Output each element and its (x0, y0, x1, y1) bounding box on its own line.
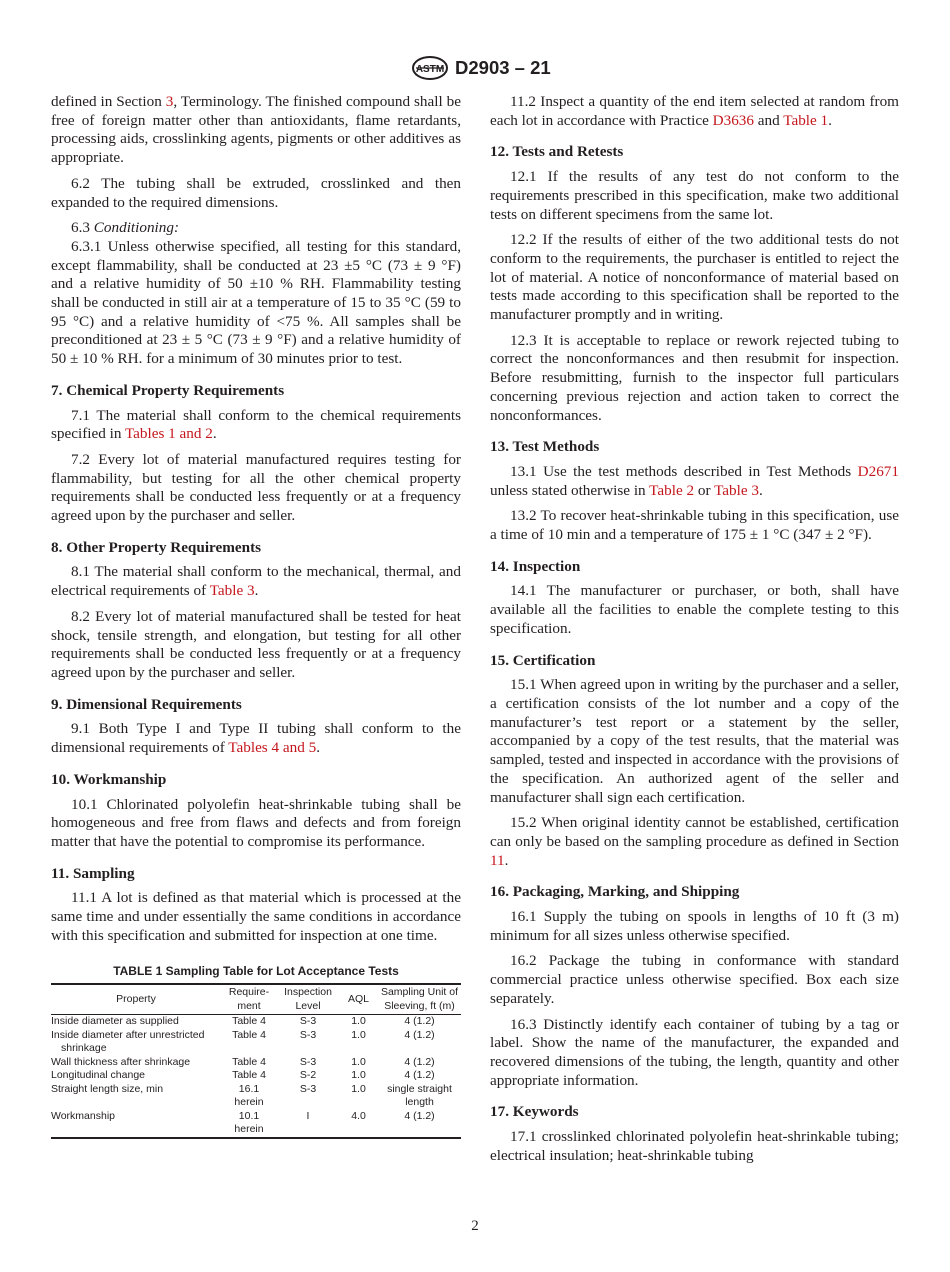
link-tables-4-5[interactable]: Tables 4 and 5 (228, 739, 317, 757)
section-12-heading: 12. Tests and Retests (490, 143, 624, 161)
cell-requirement: Table 4 (232, 1069, 266, 1082)
cell-property: Inside diameter after unrestricted shrinkage (51, 1028, 205, 1055)
link-table-2[interactable]: Table 2 (649, 481, 695, 499)
cell-inspection-level: S-3 (299, 1015, 317, 1028)
cell-requirement: Table 4 (232, 1028, 266, 1041)
link-table-1[interactable]: Table 1 (783, 111, 829, 129)
para-11-1: 11.1 A lot is defined as that material which is processed at the same time and under essentially the same conditions in accordance with this specification and submitted for inspection at one time. (51, 889, 461, 944)
para-6-3: 6.3 Conditioning: (71, 219, 180, 237)
para-7-2: 7.2 Every lot of material manufactured requires testing for flammability, but testing for all the other chemical property requirements shall be conducted less frequently or at a frequency agreed upon by the purchaser and seller. (51, 450, 461, 525)
link-d2671[interactable]: D2671 (857, 462, 899, 480)
cell-property: Wall thickness after shrinkage (51, 1055, 191, 1068)
para-11-2: 11.2 Inspect a quantity of the end item selected at random from each lot in accordance with Practice D3636 and Table 1. (490, 93, 899, 129)
para-9-1: 9.1 Both Type I and Type II tubing shall conform to the dimensional requirements of Tables 4 and 5. (51, 720, 461, 757)
document-id: D2903 – 21 (455, 57, 551, 78)
cell-sampling-unit: 4 (1.2) (404, 1109, 435, 1122)
cell-sampling-unit: 4 (1.2) (404, 1015, 435, 1028)
link-section-3[interactable]: 3 (165, 93, 174, 110)
logo-text: ASTM (415, 64, 445, 75)
cell-aql: 1.0 (351, 1082, 366, 1095)
section-15-heading: 15. Certification (490, 651, 596, 669)
col-header-sampling-unit: Sampling Unit of Sleeving, ft (m) (380, 986, 459, 1012)
sampling-table (51, 983, 461, 1139)
cell-aql: 1.0 (351, 1055, 366, 1068)
para-12-1: 12.1 If the results of any test do not conform to the requirements prescribed in this specification, make two additional tests on different specimens from the same lot. (490, 168, 899, 223)
table-header-row (51, 984, 461, 1015)
page-number: 2 (471, 1218, 479, 1234)
col-header-property: Property (116, 993, 156, 1006)
para-17-1: 17.1 crosslinked chlorinated polyolefin heat-shrinkable tubing; electrical insulation; heat-shrinkable tubing (490, 1128, 899, 1164)
page-header (0, 55, 950, 83)
para-15-2: 15.2 When original identity cannot be established, certification can only be based on the sampling procedure as defined in Section 11. (490, 814, 899, 869)
para-7-1: 7.1 The material shall conform to the chemical requirements specified in Tables 1 and 2. (51, 406, 461, 443)
link-tables-1-2[interactable]: Tables 1 and 2 (124, 425, 213, 443)
para-14-1: 14.1 The manufacturer or purchaser, or both, shall have available all the facilities to enable the complete testing to this specification. (490, 582, 899, 637)
cell-inspection-level: I (306, 1109, 310, 1122)
para-6-2: 6.2 The tubing shall be extruded, crosslinked and then expanded to the required dimensions. (51, 174, 461, 211)
link-table-3[interactable]: Table 3 (209, 582, 255, 600)
cell-property: Straight length size, min (51, 1082, 164, 1095)
para-15-1: 15.1 When agreed upon in writing by the purchaser and a seller, a certification consists of the lot number and a copy of the manufacturer’s test report or a statement by the seller, accompanied by a copy of the test results, that the material was sampled, tested and inspected in accordance with the provisions of the specification. An authorized agent of the seller and manufacturer shall sign each certification. (490, 676, 899, 806)
cell-sampling-unit: 4 (1.2) (404, 1055, 435, 1068)
link-d3636[interactable]: D3636 (712, 111, 754, 129)
section-14-heading: 14. Inspection (490, 557, 581, 575)
link-table-3b[interactable]: Table 3 (714, 481, 759, 499)
section-16-heading: 16. Packaging, Marking, and Shipping (490, 883, 740, 901)
table-row (51, 1083, 461, 1110)
cell-sampling-unit: single straight length (387, 1082, 452, 1109)
para-13-2: 13.2 To recover heat-shrinkable tubing in this specification, use a time of 10 min and a temperature of 175 ± 1 °C (347 ± 2 °F). (490, 507, 899, 544)
table-row (51, 1069, 461, 1083)
cell-aql: 1.0 (351, 1015, 366, 1028)
table-row (51, 1110, 461, 1138)
cell-inspection-level: S-3 (299, 1055, 317, 1068)
section-11-heading: 11. Sampling (51, 864, 135, 882)
link-section-11[interactable]: 11 (490, 851, 505, 869)
cell-requirement: Table 4 (232, 1055, 266, 1068)
cell-requirement: 16.1 herein (234, 1082, 264, 1109)
para-16-1: 16.1 Supply the tubing on spools in lengths of 10 ft (3 m) minimum for all sizes unless otherwise specified. (490, 908, 899, 944)
section-10-heading: 10. Workmanship (51, 770, 167, 788)
cell-property: Longitudinal change (51, 1069, 145, 1082)
table-row (51, 1029, 461, 1056)
section-13-heading: 13. Test Methods (490, 438, 600, 456)
cell-aql: 1.0 (351, 1028, 366, 1041)
cell-inspection-level: S-2 (299, 1069, 317, 1082)
table-1-title: TABLE 1 Sampling Table for Lot Acceptance Tests (113, 964, 399, 979)
col-header-aql: AQL (347, 993, 369, 1006)
cell-requirement: Table 4 (232, 1015, 266, 1028)
cell-aql: 4.0 (351, 1109, 366, 1122)
table-row (51, 1015, 461, 1029)
section-17-heading: 17. Keywords (490, 1103, 579, 1121)
para-16-2: 16.2 Package the tubing in conformance with standard commercial practice unless otherwise specified. Box each size separately. (490, 952, 899, 1007)
right-column (490, 93, 899, 1165)
para-10-1: 10.1 Chlorinated polyolefin heat-shrinkable tubing shall be homogeneous and free from flaws and defects and from foreign matter that have the potential to compromise its performance. (51, 795, 461, 850)
para-16-3: 16.3 Distinctly identify each container of tubing by a tag or label. Show the name of the manufacturer, the expanded and recovered dimensions of the tubing, the length, quantity and other appropriate information. (490, 1015, 899, 1089)
para-8-2: 8.2 Every lot of material manufactured shall be tested for heat shock, tensile strength, and elongation, but testing for all other requirements shall be conducted less frequently or at a frequency agreed upon by the purchaser and seller. (51, 607, 461, 681)
para-12-3: 12.3 It is acceptable to replace or rework rejected tubing to correct the nonconformances and then resubmit for inspection. Before resubmitting, furnish to the inspector full particulars concerning previous rejection and action taken to correct the nonconformances. (490, 331, 899, 424)
cell-sampling-unit: 4 (1.2) (404, 1069, 435, 1082)
cell-property: Inside diameter as supplied (51, 1015, 179, 1028)
cell-property: Workmanship (51, 1109, 115, 1122)
cell-sampling-unit: 4 (1.2) (404, 1028, 435, 1041)
cell-aql: 1.0 (351, 1069, 366, 1082)
para-8-1: 8.1 The material shall conform to the mechanical, thermal, and electrical requirements of Table 3. (51, 563, 461, 600)
para-13-1: 13.1 Use the test methods described in Test Methods D2671 unless stated otherwise in Table 2 or Table 3. (490, 462, 899, 499)
col-header-requirement: Require-ment (228, 986, 270, 1012)
col-header-inspection-level: Inspection Level (284, 986, 332, 1012)
section-7-heading: 7. Chemical Property Requirements (51, 381, 285, 399)
section-8-heading: 8. Other Property Requirements (51, 538, 262, 556)
para-6-3-1: 6.3.1 Unless otherwise specified, all testing for this standard, except flammability, shall be conducted at 23 ±5 °C (73 ± 9 °F) and a relative humidity of 50 ±10 % RH. Flammability testing shall be conducted in still air at a temperature of 15 to 35 °C (59 to 95 °C) and a relative humidity of <75 %. All samples shall be preconditioned at 23 ± 5 °C (73 ± 9 °F) and a relative humidity of 50 ± 10 % RH. for a minimum of 30 minutes prior to test. (51, 237, 461, 368)
para-12-2: 12.2 If the results of either of the two additional tests do not conform to the requirements, the purchaser is entitled to reject the lot of material. A notice of nonconformance of material based on tests made according to this specification shall be reported to the manufacturer promptly and in writing. (490, 231, 899, 324)
cell-inspection-level: S-3 (299, 1082, 317, 1095)
para-6-1-continued: defined in Section 3, Terminology. The finished compound shall be free of foreign matter other than antioxidants, flame retardants, processing aids, crosslinking agents, pigments or other additives as appropriate. (51, 93, 461, 167)
section-9-heading: 9. Dimensional Requirements (51, 695, 242, 713)
left-column (51, 93, 461, 1139)
cell-requirement: 10.1 herein (234, 1109, 264, 1136)
astm-logo-icon (410, 55, 450, 81)
table-row (51, 1056, 461, 1070)
cell-inspection-level: S-3 (299, 1028, 317, 1041)
